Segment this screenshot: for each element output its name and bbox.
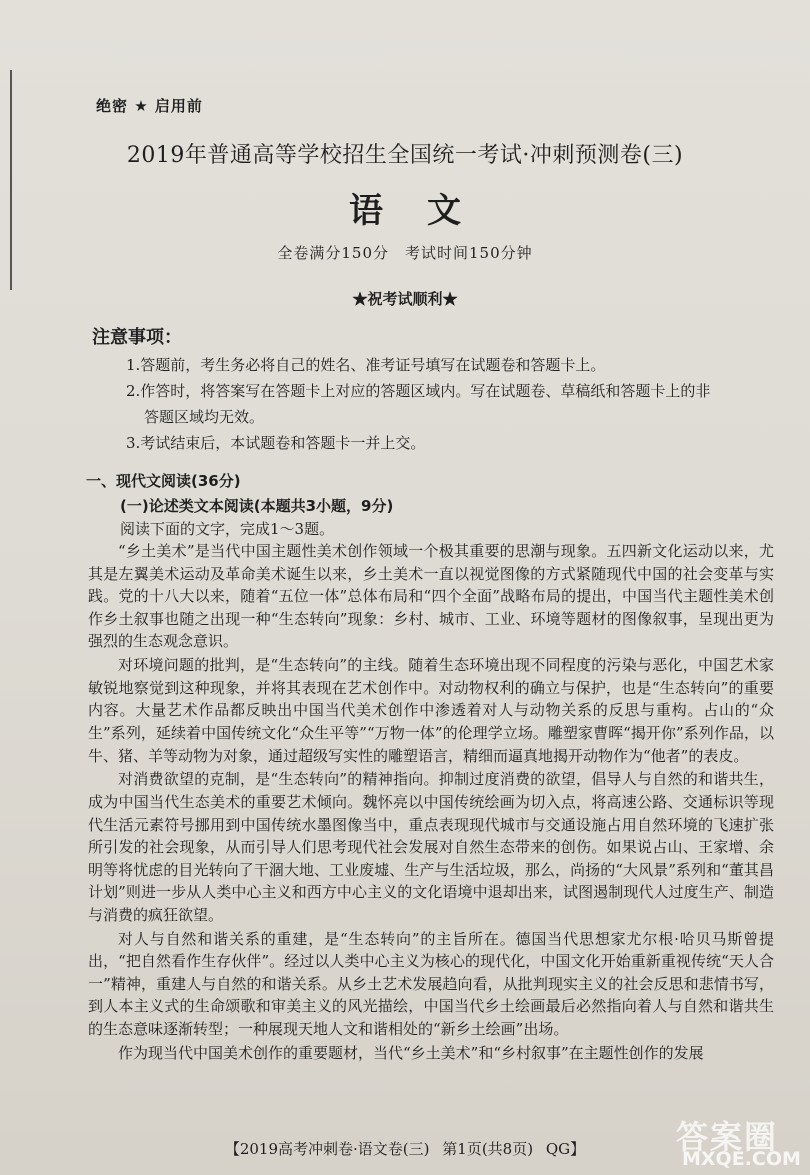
passage-paragraph: 作为现当代中国美术创作的重要题材，当代“乡土美术”和“乡村叙事”在主题性创作的发展 [118, 1043, 704, 1062]
footer-code: QG】 [545, 1140, 586, 1158]
passage-paragraph: 对消费欲望的克制，是“生态转向”的精神指向。抑制过度消费的欲望，倡导人与自然的和谐共生，成为中国当代生态美术的重要艺术倾向。魏怀亮以中国传统绘画为切入点，将高速公路、交通标识等现代生活元素符号挪用到中国传统水墨图像当中，重点表现现代城市与交通设施占用自然环境的飞速扩张所引发的社会现象，从而引导人们思考现代社会发展对自然生态带来的创伤。如果说占山、王家增、余明等将忧虑的目光转向了干涸大地、工业废墟、生产与生活垃圾，那么，尚扬的“大风景”系列和“董其昌计划”则进一步从人类中心主义和西方中心主义的文化语境中退却出来，试图遏制现代人过度生产、制造与消费的疯狂欲望。 [88, 770, 774, 924]
subsection-heading: (一)论述类文本阅读(本题共3小题，9分) [120, 497, 394, 515]
notice-item: 1.答题前，考生务必将自己的姓名、准考证号填写在试题卷和答题卡上。 [126, 356, 606, 374]
passage-paragraph: 对环境问题的批判，是“生态转向”的主线。随着生态环境出现不同程度的污染与恶化，中国艺术家敏锐地察觉到这种现象，并将其表现在艺术创作中。对动物权利的确立与保护，也是“生态转向”的重要内容。大量艺术作品都反映出中国当代美术创作中渗透着对人与动物关系的反思与重构。占山的“众生”系列，延续着中国传统文化“众生平等”“万物一体”的伦理学立场。雕塑家曹晖“揭开你”系列作品，以牛、猪、羊等动物为对象，通过超级写实性的雕塑语言，精细而逼真地揭开动物作为“他者”的表皮。 [88, 656, 774, 765]
notice-heading: 注意事项： [92, 327, 182, 348]
passage-text [88, 540, 774, 1066]
footer-book-title: 【2019高考冲刺卷·语文卷(三) [224, 1140, 430, 1158]
watermark-logo: 答案圈 [676, 1118, 779, 1156]
exam-meta: 全卷满分150分 考试时间150分钟 [277, 244, 533, 262]
reading-instruction: 阅读下面的文字，完成1～3题。 [120, 520, 335, 538]
notice-item: 3.考试结束后，本试题卷和答题卡一并上交。 [126, 434, 426, 452]
watermark-url: MXQE.COM [682, 1148, 801, 1170]
section-heading: 一、现代文阅读(36分) [86, 472, 241, 490]
subject-title: 语文 [349, 191, 505, 231]
notice-list [126, 352, 776, 456]
notice-item: 2.作答时，将答案写在答题卡上对应的答题区域内。写在试题卷、草稿纸和答题卡上的非 [126, 382, 711, 400]
good-luck-line: ★祝考试顺利★ [352, 290, 458, 308]
confidential-stamp: 绝密 ★ 启用前 [96, 97, 203, 115]
passage-paragraph: “乡土美术”是当代中国主题性美术创作领域一个极其重要的思潮与现象。五四新文化运动以来，尤其是左翼美术运动及革命美术诞生以来，乡土美术一直以视觉图像的方式紧随现代中国的社会变革与实践。党的十八大以来，随着“五位一体”总体布局和“四个全面”战略布局的提出，中国当代主题性美术创作乡土叙事也随之出现一种“生态转向”现象：乡村、城市、工业、环境等题材的图像叙事，呈现出更为强烈的生态观念意识。 [88, 542, 774, 651]
passage-paragraph: 对人与自然和谐关系的重建，是“生态转向”的主旨所在。德国当代思想家尤尔根·哈贝马斯曾提出，“把自然看作生存伙伴”。经过以人类中心主义为核心的现代化，中国文化开始重新重视传统“天人合一”精神，重建人与自然的和谐关系。从乡土艺术发展趋向看，从批判现实主义的社会反思和悲情书写，到人本主义式的生命颂歌和审美主义的风光描绘，中国当代乡土绘画最后必然指向着人与自然和谐共生的生态意味逐渐转型；一种展现天地人文和谐相处的“新乡土绘画”出场。 [88, 929, 774, 1039]
notice-item-continued: 答题区域均无效。 [144, 408, 265, 426]
exam-title: 2019年普通高等学校招生全国统一考试·冲刺预测卷(三) [126, 143, 684, 168]
footer-page-number: 第1页(共8页) [442, 1140, 534, 1158]
